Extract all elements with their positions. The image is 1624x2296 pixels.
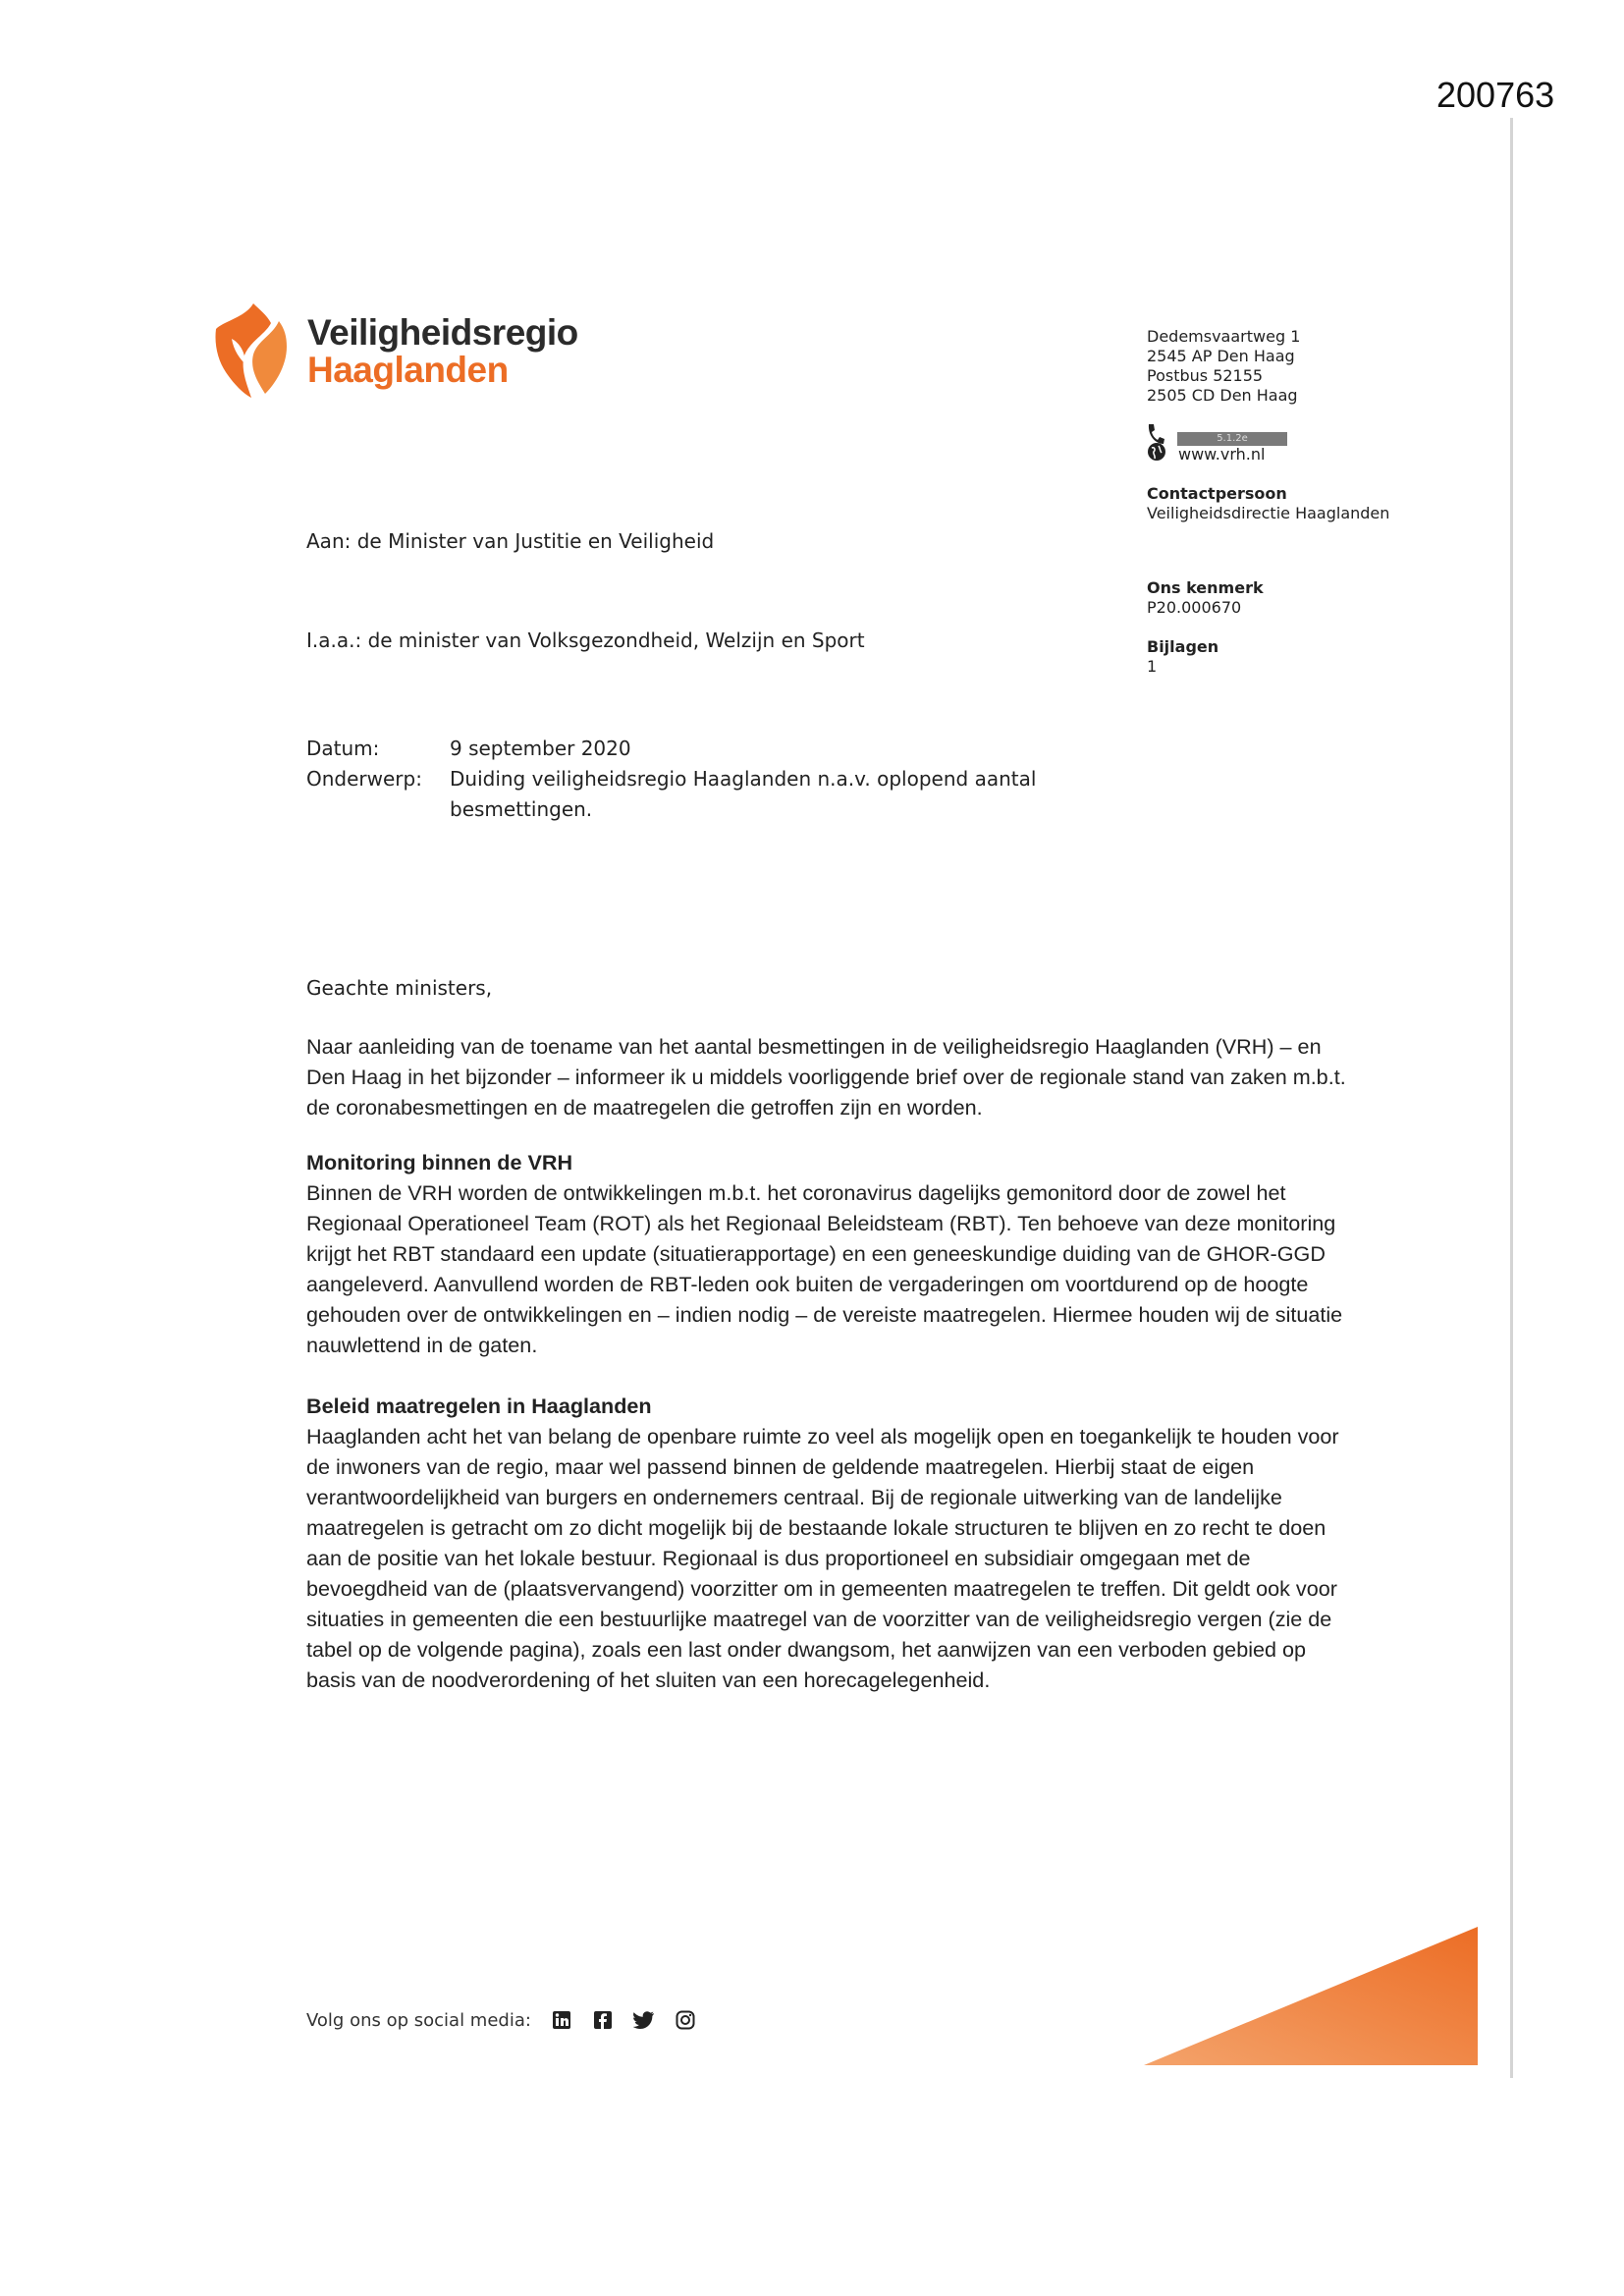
section-heading: Beleid maatregelen in Haaglanden <box>306 1394 652 1418</box>
decorative-triangle <box>1144 1923 1483 2074</box>
address-line: Dedemsvaartweg 1 <box>1147 327 1301 346</box>
social-label: Volg ons op social media: <box>306 2009 531 2031</box>
address-line: 2505 CD Den Haag <box>1147 386 1298 405</box>
addressee-to: Aan: de Minister van Justitie en Veiligheid <box>306 529 715 553</box>
contact-value: Veiligheidsdirectie Haaglanden <box>1147 504 1390 522</box>
attachments-block <box>1147 637 1218 677</box>
logo-line-2: Haaglanden <box>307 350 509 390</box>
document-number: 200763 <box>1436 75 1555 115</box>
section-text: Binnen de VRH worden de ontwikkelingen m.b.t. het coronavirus dagelijks gemonitord door de zowel het Regionaal Operationeel Team (ROT) als het Regionaal Beleidsteam (RBT). Ten behoeve van deze monitoring krijgt het RBT standaard een update (situatierapportage) en een geneeskundige duiding van de GHOR-GGD aangeleverd. Aanvullend worden de RBT-leden ook buiten de vergaderingen om voortdurend op de hoogte gehouden over de ontwikkelingen en – indien nodig – de vereiste maatregelen. Hiermee houden wij de situatie nauwlettend in de gaten. <box>306 1180 1343 1357</box>
contact-block <box>1147 484 1389 523</box>
attachments-label: Bijlagen <box>1147 637 1219 656</box>
linkedin-icon[interactable] <box>551 2009 572 2031</box>
logo-line-1: Veiligheidsregio <box>307 312 578 353</box>
phone-redacted: 5.1.2e <box>1177 432 1287 446</box>
scan-edge-line <box>1510 118 1513 2078</box>
section-policy <box>306 1391 1357 1695</box>
subject-label: Onderwerp: <box>306 767 422 791</box>
website-row <box>1147 442 1265 466</box>
letter-meta <box>306 734 1078 825</box>
addressee-cc: I.a.a.: de minister van Volksgezondheid, Welzijn en Sport <box>306 629 865 652</box>
instagram-icon[interactable] <box>675 2009 696 2031</box>
section-monitoring <box>306 1147 1357 1360</box>
section-heading: Monitoring binnen de VRH <box>306 1150 573 1175</box>
logo-text <box>307 314 578 389</box>
attachments-value: 1 <box>1147 657 1158 676</box>
date-label: Datum: <box>306 737 380 760</box>
subject-value: Duiding veiligheidsregio Haaglanden n.a.v. oplopend aantal besmettingen. <box>450 767 1037 821</box>
sender-address <box>1147 327 1300 406</box>
intro-text: Naar aanleiding van de toename van het aantal besmettingen in de veiligheidsregio Haaglanden (VRH) – en Den Haag in het bijzonder – informeer ik u middels voorliggende brief over de regionale stand van zaken m.b.t. de coronabesmettingen en de maatregelen die getroffen zijn en worden. <box>306 1034 1346 1120</box>
intro-paragraph <box>306 1031 1357 1122</box>
address-line: Postbus 52155 <box>1147 366 1264 385</box>
reference-block <box>1147 578 1264 618</box>
globe-icon <box>1147 442 1166 466</box>
address-line: 2545 AP Den Haag <box>1147 347 1295 365</box>
website-link[interactable]: www.vrh.nl <box>1178 444 1266 464</box>
flame-shield-icon <box>210 300 293 406</box>
date-value: 9 september 2020 <box>450 737 631 760</box>
salutation: Geachte ministers, <box>306 976 493 1000</box>
twitter-icon[interactable] <box>633 2009 655 2031</box>
reference-label: Ons kenmerk <box>1147 578 1264 597</box>
section-text: Haaglanden acht het van belang de openbare ruimte zo veel als mogelijk open en toegankelijk te houden voor de inwoners van de regio, maar wel passend binnen de geldende maatregelen. Hierbij staat de eigen verantwoordelijkheid van burgers en ondernemers centraal. Bij de regionale uitwerking van de landelijke maatregelen is getracht om zo dicht mogelijk bij de bestaande lokale structuren te blijven en zo recht te doen aan de positie van het lokale bestuur. Regionaal is dus proportioneel en subsidiair omgegaan met de bevoegdheid van de (plaatsvervangend) voorzitter om in gemeenten maatregelen te treffen. Dit geldt ook voor situaties in gemeenten die een bestuurlijke maatregel van de voorzitter van de veiligheidsregio vergen (zie de tabel op de volgende pagina), zoals een last onder dwangsom, het aanwijzen van een verboden gebied op basis van de noodverordening of het sluiten van een horecagelegenheid. <box>306 1424 1339 1692</box>
contact-label: Contactpersoon <box>1147 484 1287 503</box>
social-media-footer <box>306 2009 696 2031</box>
reference-value: P20.000670 <box>1147 598 1242 617</box>
facebook-icon[interactable] <box>592 2009 614 2031</box>
